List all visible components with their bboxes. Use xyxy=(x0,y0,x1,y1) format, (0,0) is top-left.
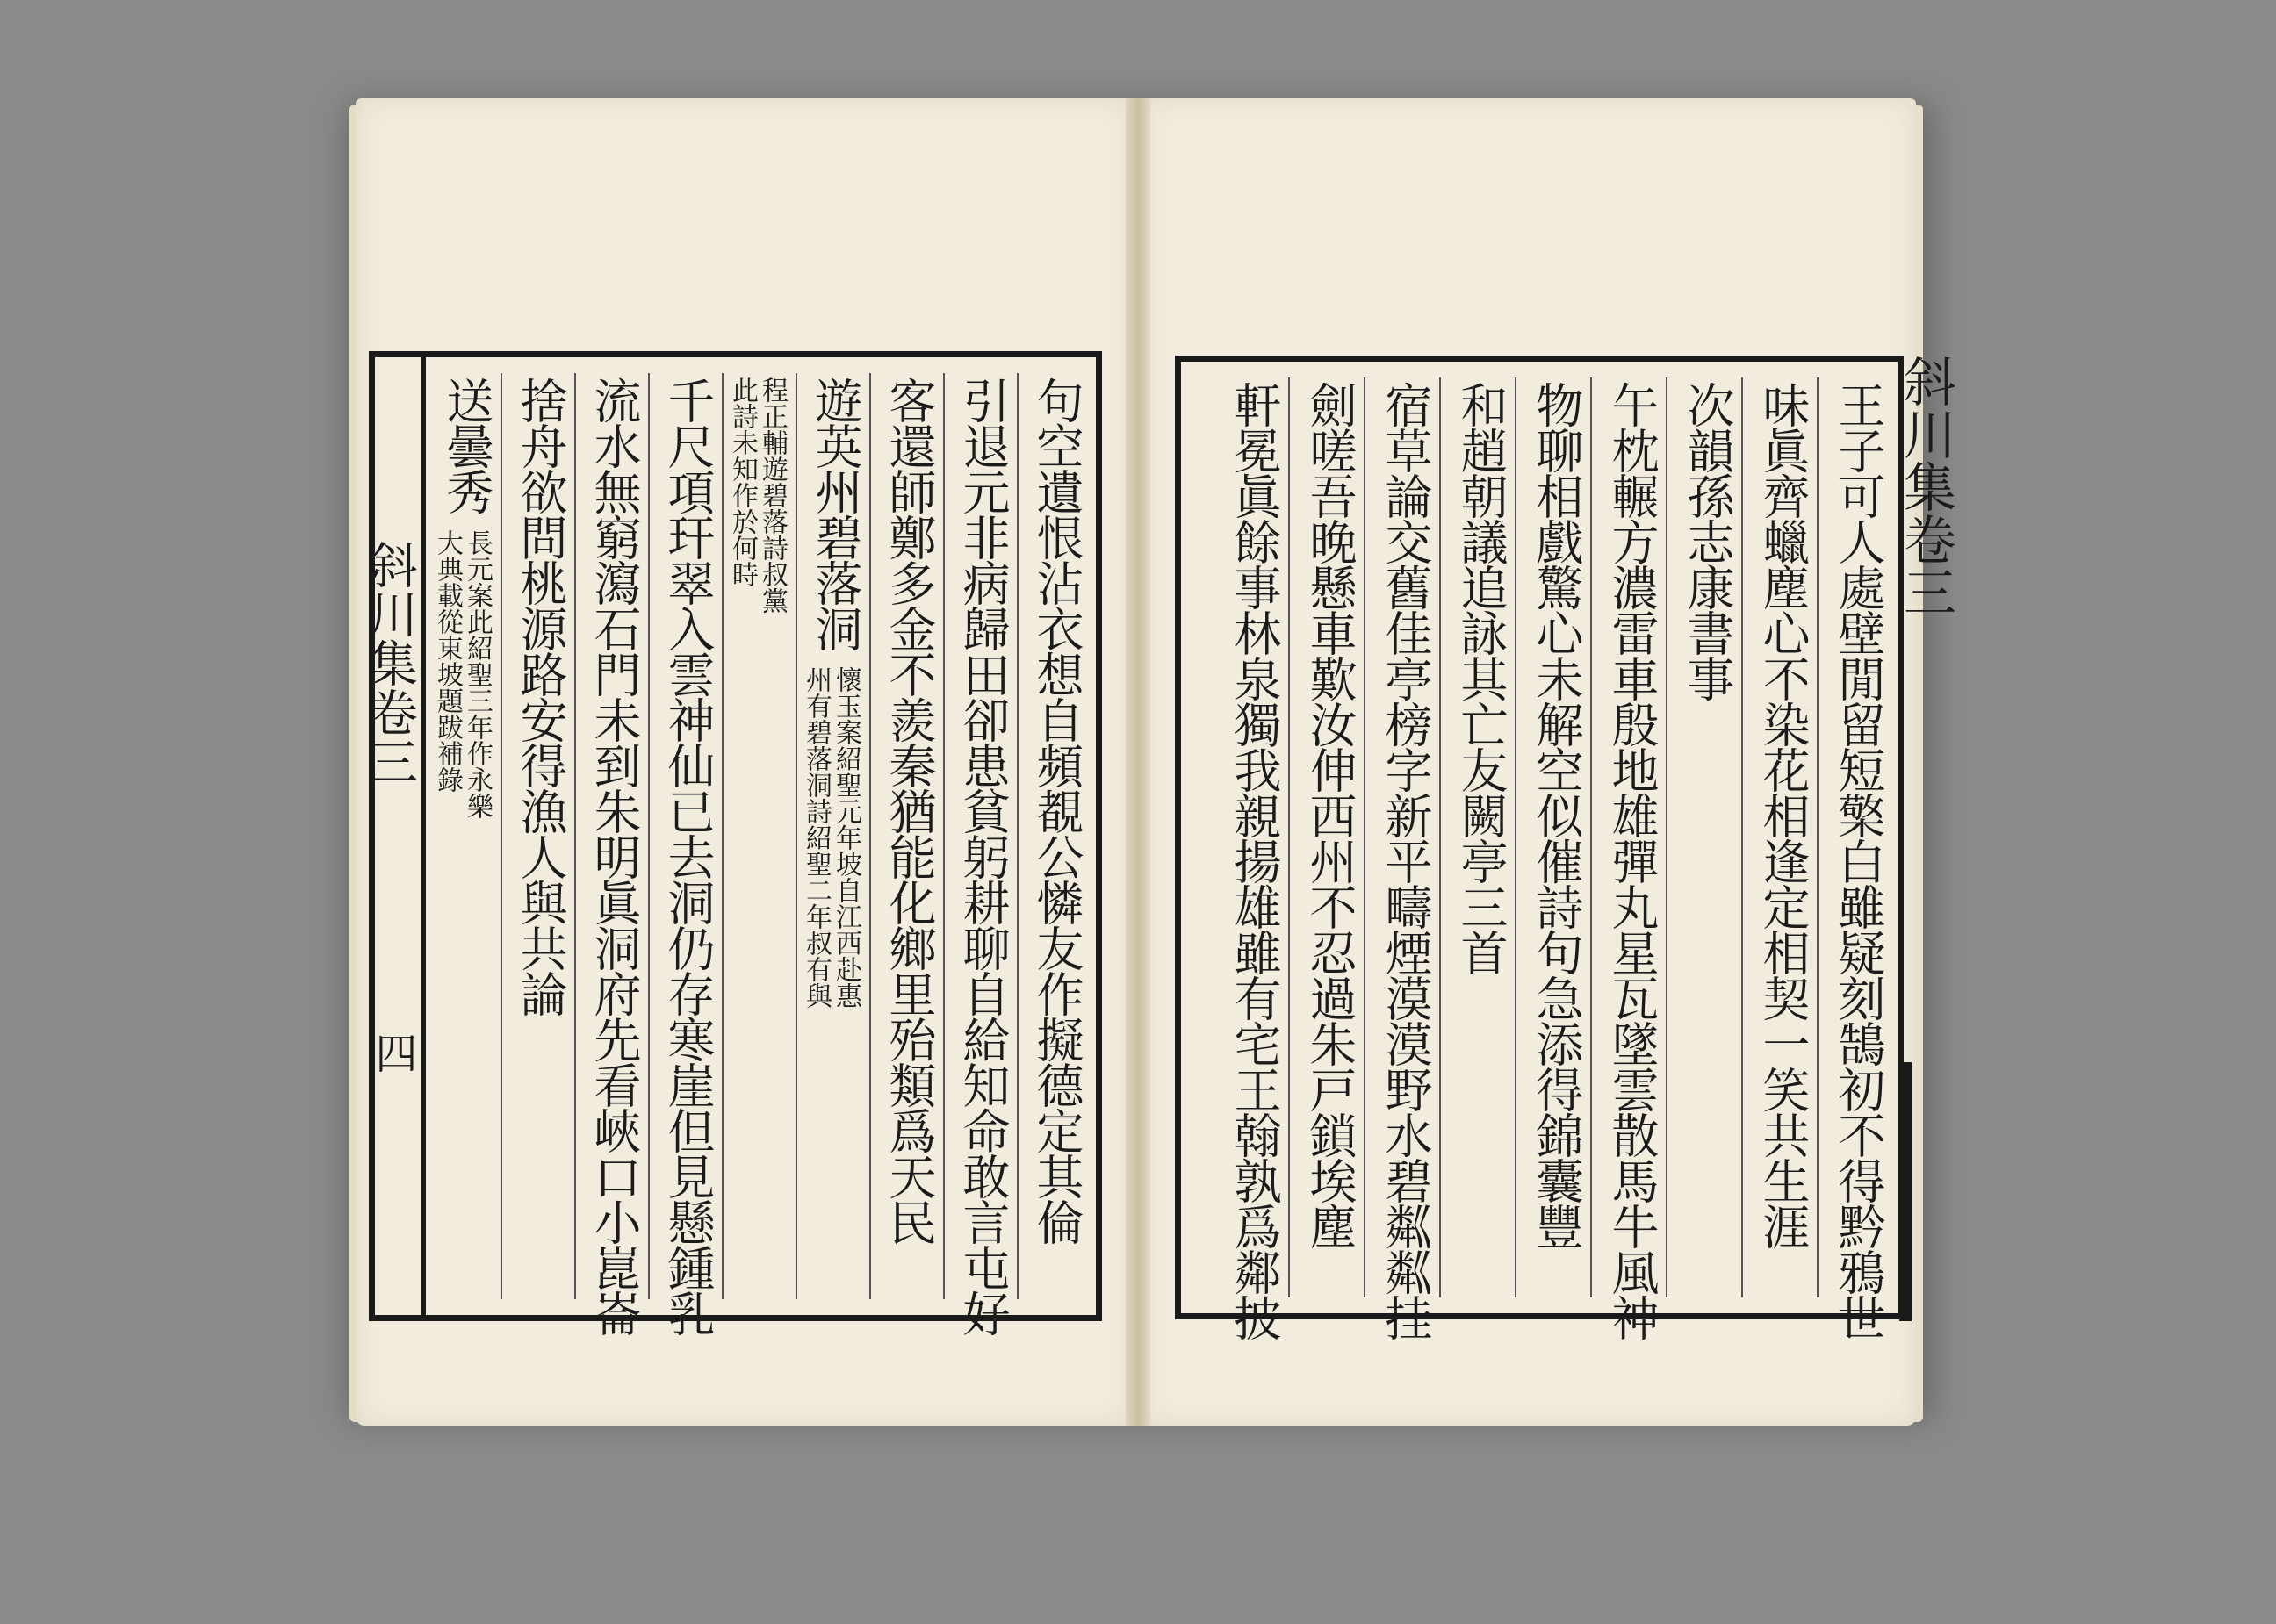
right_page-text-column: 次韻孫志康書事 xyxy=(1680,381,1735,701)
left_page-annotation-line: 懷玉案紹聖元年坡自江西赴惠 xyxy=(831,666,861,1009)
column-rule xyxy=(1590,377,1592,1297)
right-page-frame xyxy=(1175,355,1956,1340)
right_page-text-column: 物聊相戲驚心未解空似催詩句急添得錦囊豐 xyxy=(1529,381,1584,1248)
left_page-annotation-line: 州有碧落洞詩紹聖二年叔有與 xyxy=(801,666,832,1009)
column-rule xyxy=(1364,377,1365,1297)
column-rule xyxy=(722,373,724,1299)
left_page-annotation-line: 大典載從東坡題跋補錄 xyxy=(432,529,463,793)
right_page-text-column: 午枕輾方濃雷車殷地雄彈丸星瓦墜雲散馬牛風神 xyxy=(1604,381,1660,1340)
right_page-text-column: 和趙朝議追詠其亡友闕亭三首 xyxy=(1453,381,1509,974)
column-rule xyxy=(1288,377,1290,1297)
page-number: 四 xyxy=(368,1031,417,1074)
column-rule xyxy=(1439,377,1441,1297)
left-page-header: 斜川集卷三 xyxy=(361,540,418,786)
left-page-fold-margin xyxy=(356,351,426,1321)
left_page-text-column: 千尺項玕翠入雲神仙已去洞仍存寒崖但見懸鍾乳 xyxy=(660,377,716,1335)
left_page-text-column: 送曇秀 xyxy=(439,377,494,514)
column-rule xyxy=(796,373,797,1299)
column-rule xyxy=(1515,377,1516,1297)
column-rule xyxy=(501,373,502,1299)
column-rule xyxy=(1817,377,1819,1297)
left_page-annotation-line: 程正輔遊碧落詩叔黨 xyxy=(757,377,788,614)
column-rule xyxy=(1741,377,1743,1297)
column-rule xyxy=(1017,373,1019,1299)
column-rule xyxy=(648,373,650,1299)
left_page-text-column: 遊英州碧落洞 xyxy=(808,377,863,650)
column-rule xyxy=(869,373,871,1299)
left_page-text-column: 客還師鄭多金不羨秦猶能化鄉里殆類爲天民 xyxy=(882,377,937,1244)
column-rule xyxy=(574,373,576,1299)
right-page-text-block xyxy=(1181,362,1898,1340)
left_page-text-column: 流水無窮瀉石門未到朱明眞洞府先看峽口小崑崙 xyxy=(587,377,642,1335)
left_page-annotation-line: 此詩未知作於何時 xyxy=(727,377,758,587)
column-rule xyxy=(1666,377,1667,1297)
left_page-text-column: 捨舟欲問桃源路安得漁人與共論 xyxy=(513,377,568,1016)
right_page-text-column: 王子可人處壁閒留短檠白雖疑刻鵠初不得黔鴉世 xyxy=(1831,381,1886,1340)
column-rule xyxy=(943,373,945,1299)
left_page-text-column: 引退元非病歸田卻患貧躬耕聊自給知命敢言屯好 xyxy=(955,377,1011,1335)
right-frame-fold-rule xyxy=(1899,1062,1912,1321)
left-page-frame xyxy=(369,351,1102,1335)
book-gutter xyxy=(1126,98,1150,1426)
right_page-text-column: 劍嗟吾晚懸車歎汝伸西州不忍過朱戸鎖埃塵 xyxy=(1302,381,1358,1248)
left_page-annotation-line: 長元案此紹聖三年作永樂 xyxy=(462,529,493,819)
right_page-text-column: 宿草論交舊佳亭榜字新平疇煙漠漠野水碧粼粼挂 xyxy=(1378,381,1433,1340)
left-page-text-block xyxy=(375,357,1096,1335)
left_page-text-column: 句空遺恨沾衣想自頻覩公憐友作擬德定其倫 xyxy=(1029,377,1084,1244)
right-page-header: 斜川集卷三 xyxy=(1895,355,1956,618)
right_page-text-column: 軒冕眞餘事林泉獨我親揚雄雖有宅王翰孰爲鄰披 xyxy=(1227,381,1282,1340)
right_page-text-column: 味眞齊蠟塵心不染花相逢定相契一笑共生涯 xyxy=(1755,381,1811,1248)
